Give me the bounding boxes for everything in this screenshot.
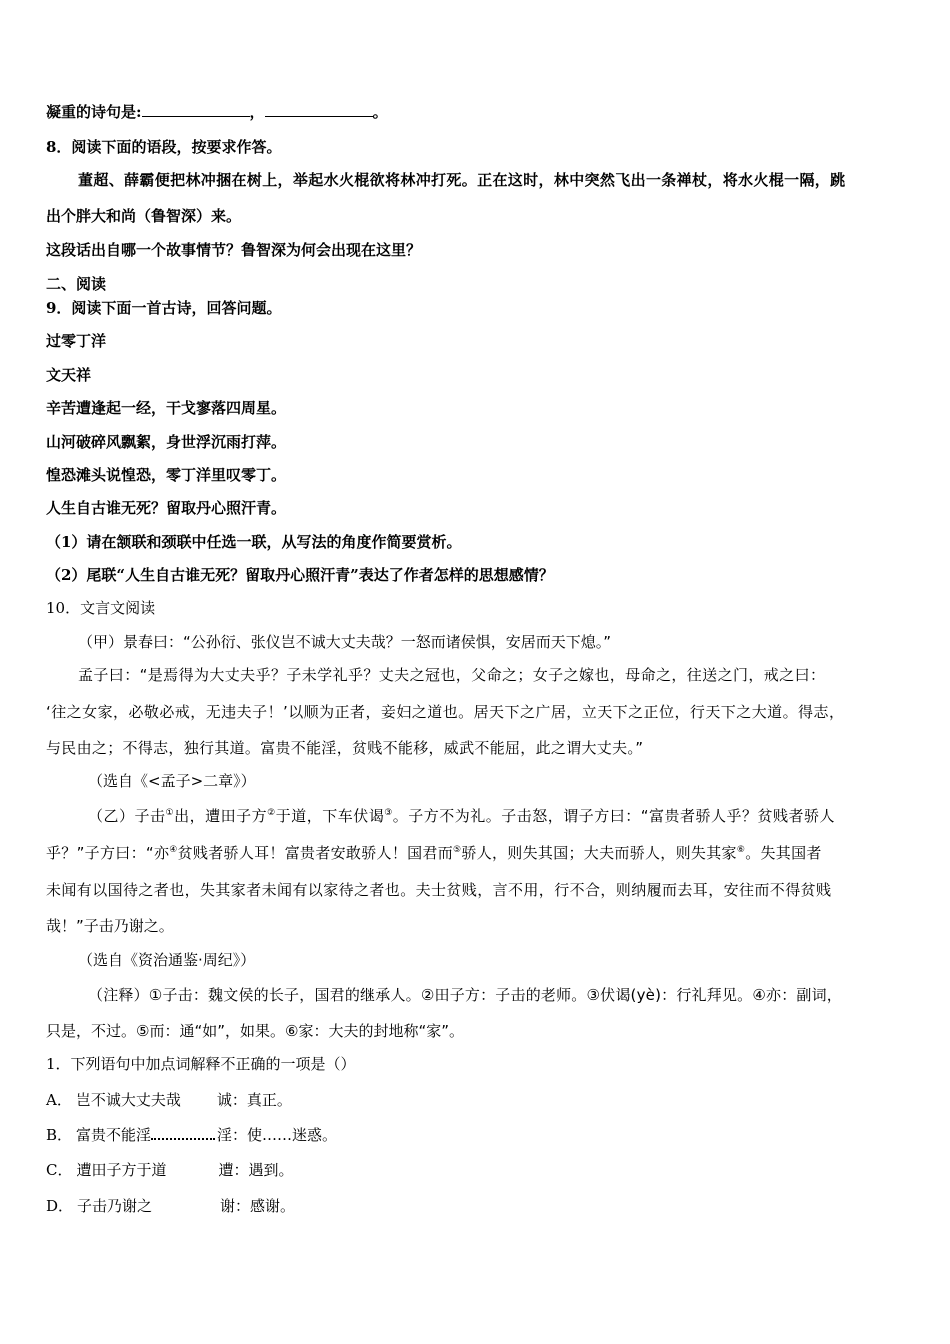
q9-subquestion-2: （2）尾联“人生自古谁无死？留取丹心照汗青”表达了作者怎样的思想感情？: [46, 566, 554, 584]
note-mark-5: ⑤: [453, 845, 462, 855]
text-jia-source: （选自《<孟子>二章》）: [88, 772, 256, 790]
note-mark-4: ④: [169, 845, 178, 855]
poem-line-4: 人生自古谁无死？留取丹心照汗青。: [46, 499, 287, 517]
q8-passage-line-1: 董超、薛霸便把林冲捆在树上，举起水火棍欲将林冲打死。正在这时，林中突然飞出一条禅杖，将水火棍一隔，跳: [78, 171, 846, 189]
text-jia-line-3: ‘往之女家，必敬必戒，无违夫子！’以顺为正者，妾妇之道也。居天下之广居，立天下之正位，行天下之大道。得志，: [46, 703, 845, 721]
poem-author: 文天祥: [46, 366, 92, 384]
answer-blank-2[interactable]: [265, 102, 373, 117]
poem-line-1: 辛苦遭逢起一经，干戈寥落四周星。: [46, 399, 287, 417]
option-label: B．: [46, 1126, 73, 1144]
option-d[interactable]: D． 子击乃谢之 谢：感谢。: [46, 1197, 296, 1215]
note-mark-6: ⑥: [736, 845, 746, 855]
option-c[interactable]: C． 遭田子方于道 遭：遇到。: [46, 1161, 294, 1179]
option-a[interactable]: A． 岂不诚大丈夫哉 诚：真正。: [46, 1091, 292, 1109]
section-heading: 二、阅读: [46, 275, 107, 293]
q8-passage-line-2: 出个胖大和尚（鲁智深）来。: [46, 207, 242, 225]
q9-subquestion-1: （1）请在颔联和颈联中任选一联，从写法的角度作简要赏析。: [46, 533, 462, 551]
note-mark-2: ②: [267, 808, 276, 818]
option-label: C．: [46, 1161, 73, 1179]
q7-prompt: 凝重的诗句是:: [46, 103, 142, 121]
text-yi-source: （选自《资治通鉴·周纪》）: [78, 951, 256, 969]
mc-question: 1．下列语句中加点词解释不正确的一项是（）: [46, 1055, 356, 1073]
option-label: D．: [46, 1197, 74, 1215]
q8-heading: 8．阅读下面的语段，按要求作答。: [46, 138, 282, 156]
q8-question: 这段话出自哪一个故事情节？鲁智深为何会出现在这里？: [46, 241, 422, 259]
option-b[interactable]: B． 富贵不能淫 淫：使……迷惑。: [46, 1126, 338, 1144]
q9-heading: 9．阅读下面一首古诗，回答问题。: [46, 299, 282, 317]
answer-blank-1[interactable]: [142, 102, 250, 117]
annotation-line-2: 只是，不过。⑤而：通“如”，如果。⑥家：大夫的封地称“家”。: [46, 1022, 464, 1040]
text-yi-line-1: （乙）子击①出，遭田子方②于道，下车伏谒③。子方不为礼。子击怒，谓子方曰：“富贵者骄人乎？贫贱者骄人: [88, 807, 836, 825]
poem-title: 过零丁洋: [46, 332, 107, 350]
text-yi-line-4: 哉！”子击乃谢之。: [46, 917, 174, 935]
note-mark-3: ③: [384, 808, 393, 818]
emphasis-dots: [151, 1128, 215, 1140]
annotation-line-1: （注释）①子击：魏文侯的长子，国君的继承人。②田子方：子击的老师。③伏谒(yè)：行礼拜见。④亦：副词，: [88, 986, 843, 1004]
text-jia-line-1: （甲）景春曰：“公孙衍、张仪岂不诚大丈夫哉？一怒而诸侯惧，安居而天下熄。”: [78, 633, 612, 651]
text-yi-line-2: 乎？”子方曰：“亦④贫贱者骄人耳！富贵者安敢骄人！国君而⑤骄人，则失其国；大夫而骄人，则失其家⑥。失其国者: [46, 844, 822, 862]
text-yi-line-3: 未闻有以国待之者也，失其家者未闻有以家待之者也。夫士贫贱，言不用，行不合，则纳履而去耳，安往而不得贫贱: [46, 881, 832, 899]
q10-heading: 10．文言文阅读: [46, 599, 156, 617]
note-mark-1: ①: [165, 808, 175, 818]
q7-answer-line: 凝重的诗句是: ， 。: [46, 103, 388, 121]
text-jia-line-2: 孟子曰：“是焉得为大丈夫乎？子未学礼乎？丈夫之冠也，父命之；女子之嫁也，母命之，往送之门，戒之曰：: [78, 666, 826, 684]
poem-line-3: 惶恐滩头说惶恐，零丁洋里叹零丁。: [46, 466, 287, 484]
text-jia-line-4: 与民由之；不得志，独行其道。富贵不能淫，贫贱不能移，威武不能屈，此之谓大丈夫。”: [46, 739, 644, 757]
option-label: A．: [46, 1091, 72, 1109]
poem-line-2: 山河破碎风飘絮，身世浮沉雨打萍。: [46, 433, 287, 451]
